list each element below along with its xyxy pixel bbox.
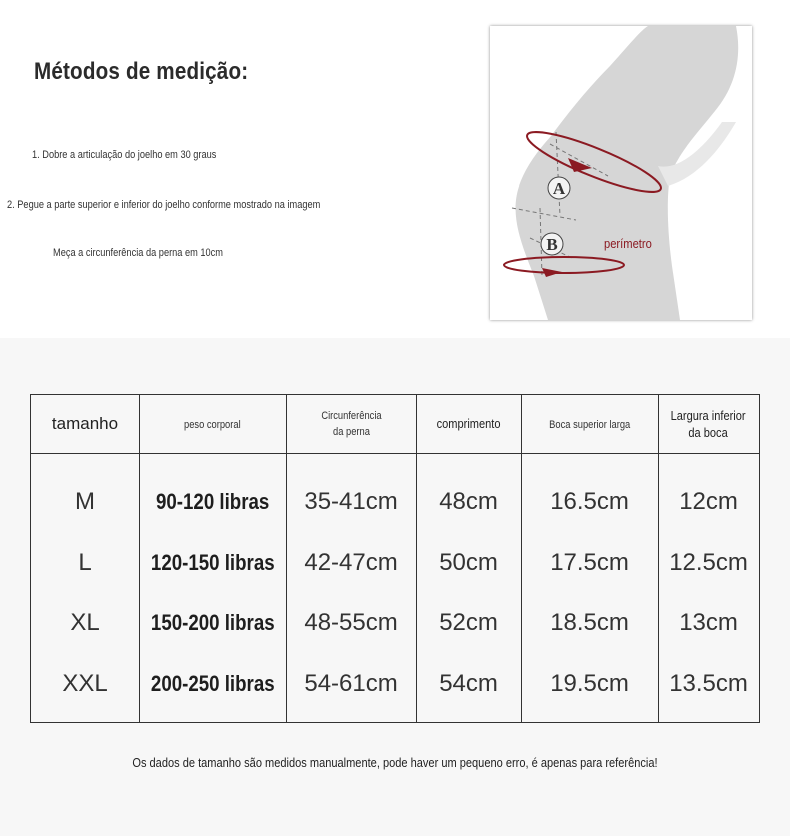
size-value: XL xyxy=(70,609,100,636)
size-value: XXL xyxy=(62,669,108,697)
circunferencia-value: 48-55cm xyxy=(304,609,398,636)
size-value: L xyxy=(78,548,92,576)
boca-superior-value: 17.5cm xyxy=(550,548,629,576)
header-comprimento: comprimento xyxy=(416,395,521,454)
table-body-row xyxy=(31,454,760,723)
column-largura-inferior xyxy=(658,454,759,723)
size-value: M xyxy=(75,488,95,515)
largura-inferior-value: 12.5cm xyxy=(669,548,748,576)
boca-superior-value: 18.5cm xyxy=(550,609,629,636)
peso-value: 120-150 libras xyxy=(150,549,275,575)
comprimento-value: 50cm xyxy=(439,548,498,576)
comprimento-value: 54cm xyxy=(439,669,498,697)
largura-inferior-value: 12cm xyxy=(679,488,738,515)
peso-value: 90-120 libras xyxy=(156,489,270,514)
label-a: A xyxy=(552,179,566,198)
largura-inferior-value: 13cm xyxy=(679,609,738,636)
measurement-section xyxy=(0,0,790,338)
knee-measurement-diagram xyxy=(490,26,752,320)
largura-inferior-value: 13.5cm xyxy=(669,669,748,697)
header-circ-line-2: da perna xyxy=(332,426,370,438)
header-boca-superior: Boca superior larga xyxy=(521,395,658,454)
column-tamanho xyxy=(31,454,140,723)
table-header-row xyxy=(31,395,760,454)
footnote xyxy=(0,755,790,770)
header-circ-line-1: Circunferência xyxy=(320,410,382,422)
peso-value: 150-200 libras xyxy=(150,610,275,635)
comprimento-value: 48cm xyxy=(439,488,498,515)
circunferencia-value: 54-61cm xyxy=(304,669,398,697)
column-boca-superior xyxy=(521,454,658,723)
boca-superior-value: 16.5cm xyxy=(550,488,629,515)
measurement-title: Métodos de medição: xyxy=(34,58,249,85)
measurement-step-1: 1. Dobre a articulação do joelho em 30 graus xyxy=(32,149,217,161)
header-largura-inferior xyxy=(658,395,759,454)
label-b: B xyxy=(546,235,558,254)
peso-value: 200-250 libras xyxy=(150,670,275,696)
header-tamanho: tamanho xyxy=(31,395,140,454)
circunferencia-value: 35-41cm xyxy=(304,488,398,515)
column-circunferencia xyxy=(286,454,416,723)
comprimento-value: 52cm xyxy=(439,609,498,636)
header-largura-line-1: Largura inferior xyxy=(671,407,747,423)
header-largura-line-2: da boca xyxy=(688,424,729,440)
measurement-step-2: 2. Pegue a parte superior e inferior do joelho conforme mostrado na imagem xyxy=(7,199,321,211)
perimetro-label: perímetro xyxy=(604,236,652,251)
size-table xyxy=(30,394,760,723)
column-peso xyxy=(140,454,287,723)
leg-illustration xyxy=(490,26,752,320)
boca-superior-value: 19.5cm xyxy=(550,669,629,697)
header-circunferencia xyxy=(286,395,416,454)
measurement-step-3: Meça a circunferência da perna em 10cm xyxy=(53,247,224,259)
circunferencia-value: 42-47cm xyxy=(304,548,398,576)
footnote-text: Os dados de tamanho são medidos manualmente, pode haver um pequeno erro, é apenas para referência! xyxy=(132,755,658,770)
header-peso: peso corporal xyxy=(140,395,287,454)
column-comprimento xyxy=(416,454,521,723)
